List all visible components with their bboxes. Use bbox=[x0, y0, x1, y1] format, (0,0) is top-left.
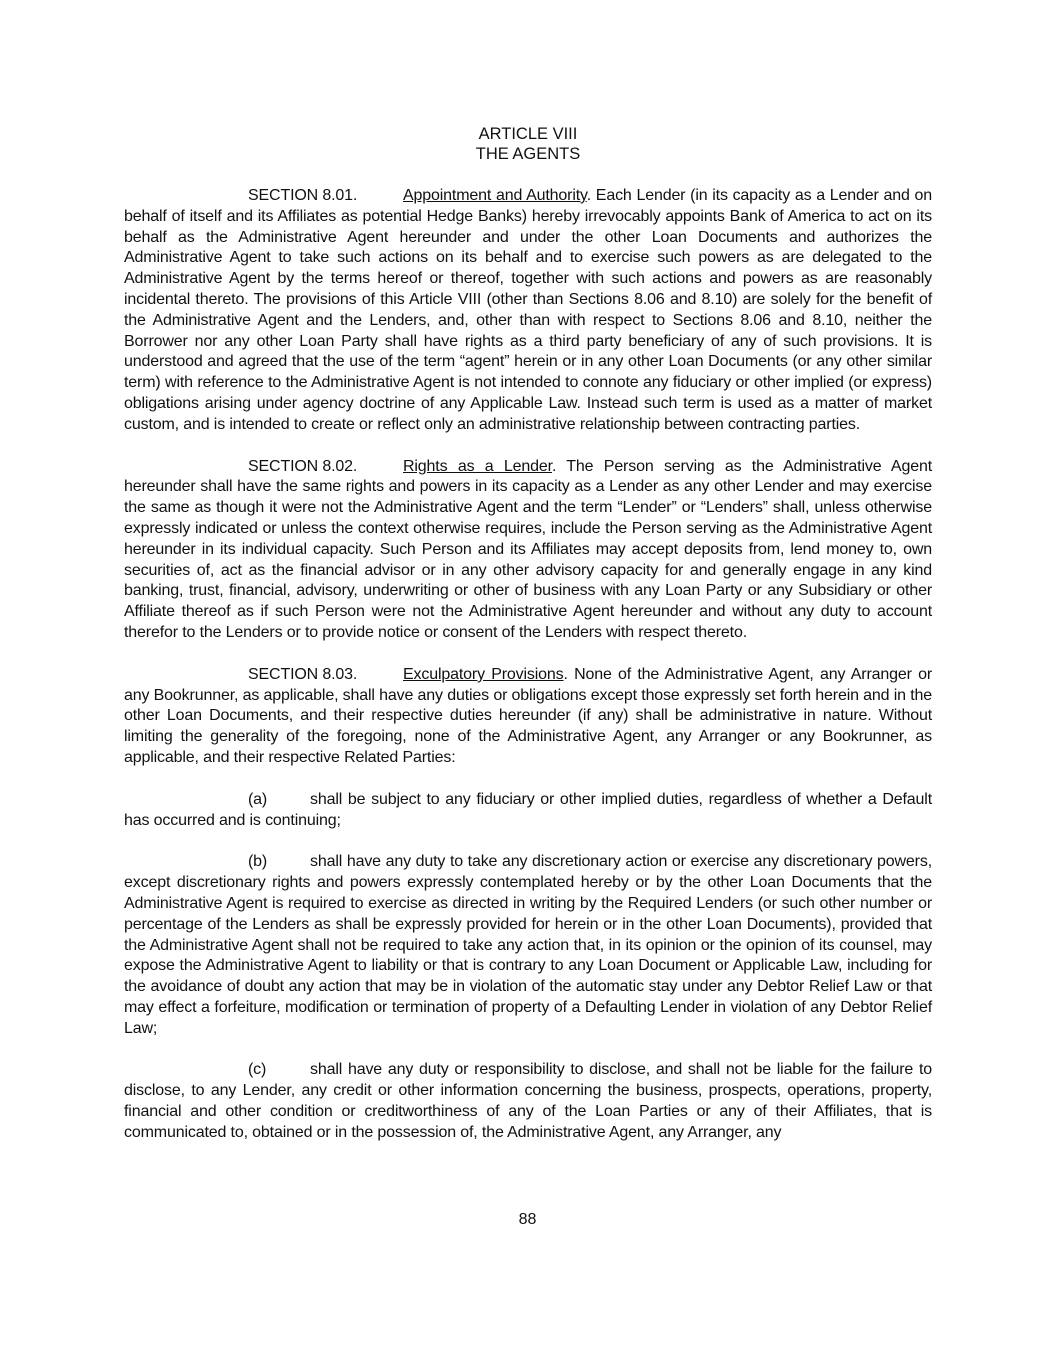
section-caption: Rights as a Lender bbox=[403, 457, 552, 475]
section-caption-end: . bbox=[586, 187, 592, 204]
section-number: SECTION 8.01. bbox=[248, 187, 358, 204]
clause-label: (a) bbox=[248, 790, 268, 808]
clause-label: (b) bbox=[248, 853, 268, 871]
section-text: None of the Administrative Agent, any Arranger or any Bookrunner, as applicable, shall have any duties or obligations except those expressly set forth herein and in the other Loan Documents, and their respective duties hereunder (if any) shall be administrative in nature. Without limiting the generality of the foregoing, none of the Administrative Agent, any Arranger or any Bookrunner, as applicable, and their respective Related Parties: bbox=[124, 665, 933, 766]
clause-text: shall have any duty or responsibility to disclose, and shall not be liable for the failure to disclose, to any Lender, any credit or other information concerning the business, prospects, operations, property, financial and other condition or creditworthiness of any of the Loan Parties or any of their Affiliates, that is communicated to, obtained or in the possession of, the Administrative Agent, any Arranger, any bbox=[124, 1061, 932, 1141]
section-8-02 bbox=[124, 457, 932, 644]
section-caption: Appointment and Authority bbox=[403, 187, 587, 204]
clause-a bbox=[124, 790, 932, 832]
clause-c bbox=[124, 1060, 932, 1143]
page-number: 88 bbox=[518, 1211, 537, 1228]
section-number: SECTION 8.02. bbox=[248, 457, 358, 475]
section-number: SECTION 8.03. bbox=[248, 665, 358, 683]
article-number: ARTICLE VIII bbox=[478, 125, 578, 143]
clause-text: shall have any duty to take any discretionary action or exercise any discretionary powers, except discretionary rights and powers expressly contemplated hereby or by the other Loan Documents that the Administrative Agent is required to exercise as directed in writing by the Required Lenders (or such other number or percentage of the Lenders as shall be expressly provided for herein or in the other Loan Documents), provided that the Administrative Agent shall not be required to take any action that, in its opinion or the opinion of its counsel, may expose the Administrative Agent to liability or that is contrary to any Loan Document or Applicable Law, including for the avoidance of doubt any action that may be in violation of the automatic stay under any Debtor Relief Law or that may effect a forfeiture, modification or termination of property of a Defaulting Lender in violation of any Debtor Relief Law; bbox=[124, 853, 932, 1037]
article-heading bbox=[124, 124, 932, 164]
section-caption: Exculpatory Provisions bbox=[403, 665, 564, 683]
section-8-01 bbox=[124, 186, 932, 436]
clause-label: (c) bbox=[248, 1061, 267, 1079]
clause-text: shall be subject to any fiduciary or other implied duties, regardless of whether a Default has occurred and is continuing; bbox=[124, 790, 932, 829]
clause-b bbox=[124, 852, 932, 1039]
section-text: The Person serving as the Administrative Agent hereunder shall have the same rights and powers in its capacity as a Lender as any other Lender and may exercise the same as though it were not the Administrative Agent and the term “Lender” or “Lenders” shall, unless otherwise expressly indicated or unless the context otherwise requires, include the Person serving as the Administrative Agent hereunder in its individual capacity. Such Person and its Affiliates may accept deposits from, lend money to, own securities of, act as the financial advisor or in any other advisory capacity for and generally engage in any kind banking, trust, financial, advisory, underwriting or other of business with any Loan Party or any Subsidiary or other Affiliate thereof as if such Person were not the Administrative Agent hereunder and without any duty to account therefor to the Lenders or to provide notice or consent of the Lenders with respect thereto. bbox=[124, 457, 932, 641]
section-8-03 bbox=[124, 665, 932, 769]
section-text: Each Lender (in its capacity as a Lender and on behalf of itself and its Affiliates as potential Hedge Banks) hereby irrevocably appoints Bank of America to act on its behalf as the Administrative Agent hereunder and under the other Loan Documents and authorizes the Administrative Agent to take such actions on its behalf and to exercise such powers as are delegated to the Administrative Agent by the terms hereof or thereof, together with such actions and powers as are reasonably incidental thereto. The provisions of this Article VIII (other than Sections 8.06 and 8.10) are solely for the benefit of the Administrative Agent and the Lenders, and, other than with respect to Sections 8.06 and 8.10, neither the Borrower nor any other Loan Party shall have rights as a third party beneficiary of any of such provisions. It is understood and agreed that the use of the term “agent” herein or in any other Loan Documents (or any other similar term) with reference to the Administrative Agent is not intended to connote any fiduciary or other implied (or express) obligations arising under agency doctrine of any Applicable Law. Instead such term is used as a matter of market custom, and is intended to create or reflect only an administrative relationship between contracting parties. bbox=[124, 187, 932, 433]
section-caption-end: . bbox=[563, 665, 568, 683]
document-page bbox=[124, 124, 932, 1165]
section-caption-end: . bbox=[551, 457, 557, 475]
article-title: THE AGENTS bbox=[475, 145, 581, 163]
